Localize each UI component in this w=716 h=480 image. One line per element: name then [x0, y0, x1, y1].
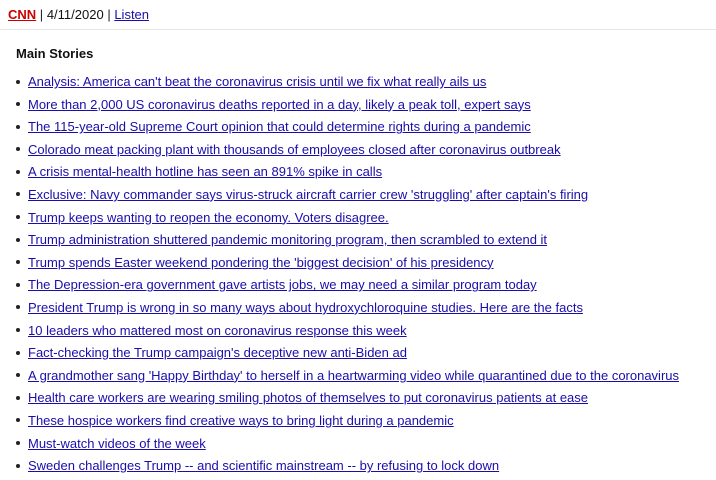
story-link[interactable]: Fact-checking the Trump campaign's deceptive new anti-Biden ad [28, 345, 407, 361]
story-link[interactable]: President Trump is wrong in so many ways about hydroxychloroquine studies. Here are the facts [28, 299, 583, 315]
bullet-icon [16, 80, 20, 84]
edition-date: 4/11/2020 [46, 7, 104, 22]
list-item [16, 231, 716, 254]
main-content [0, 30, 716, 480]
bullet-icon [16, 464, 20, 468]
list-item [16, 276, 716, 299]
story-link[interactable]: More than 2,000 US coronavirus deaths reported in a day, likely a peak toll, expert says [28, 96, 531, 112]
bullet-icon [16, 305, 20, 309]
cnn-home-link[interactable]: CNN [8, 7, 37, 22]
bullet-icon [16, 260, 20, 264]
bullet-icon [16, 373, 20, 377]
story-link[interactable]: Trump keeps wanting to reopen the economy. Voters disagree. [28, 209, 389, 225]
bullet-icon [16, 192, 20, 196]
separator: | [107, 7, 111, 22]
bullet-icon [16, 441, 20, 445]
list-item [16, 118, 716, 141]
bullet-icon [16, 351, 20, 355]
list-item [16, 344, 716, 367]
list-item [16, 435, 716, 458]
bullet-icon [16, 418, 20, 422]
top-bar [0, 0, 716, 30]
story-link[interactable]: Sweden challenges Trump -- and scientific mainstream -- by refusing to lock down [28, 458, 500, 474]
bullet-icon [16, 396, 20, 400]
bullet-icon [16, 170, 20, 174]
list-item [16, 367, 716, 390]
list-item [16, 457, 716, 480]
list-item [16, 186, 716, 209]
separator: | [39, 7, 44, 22]
story-link[interactable]: Trump spends Easter weekend pondering the 'biggest decision' of his presidency [28, 254, 494, 270]
story-link[interactable]: Trump administration shuttered pandemic monitoring program, then scrambled to extend it [28, 232, 548, 248]
story-link[interactable]: A crisis mental-health hotline has seen an 891% spike in calls [28, 164, 383, 180]
list-item [16, 322, 716, 345]
bullet-icon [16, 238, 20, 242]
story-link[interactable]: Colorado meat packing plant with thousands of employees closed after coronavirus outbreak [28, 141, 561, 157]
bullet-icon [16, 328, 20, 332]
story-link[interactable]: The 115-year-old Supreme Court opinion that could determine rights during a pandemic [28, 119, 531, 135]
list-item [16, 141, 716, 164]
list-item [16, 73, 716, 96]
story-link[interactable]: 10 leaders who mattered most on coronavirus response this week [28, 322, 407, 338]
story-link[interactable]: Exclusive: Navy commander says virus-struck aircraft carrier crew 'struggling' after captain's firing [28, 186, 589, 202]
bullet-icon [16, 147, 20, 151]
bullet-icon [16, 125, 20, 129]
list-item [16, 163, 716, 186]
story-link[interactable]: Must-watch videos of the week [28, 435, 206, 451]
story-link[interactable]: Analysis: America can't beat the coronavirus crisis until we fix what really ails us [28, 74, 487, 89]
story-list [16, 73, 716, 480]
bullet-icon [16, 102, 20, 106]
list-item [16, 412, 716, 435]
listen-link[interactable]: Listen [114, 7, 150, 22]
story-link[interactable]: The Depression-era government gave artists jobs, we may need a similar program today [28, 277, 537, 293]
list-item [16, 209, 716, 232]
list-item [16, 254, 716, 277]
section-title: Main Stories [16, 46, 94, 61]
list-item [16, 389, 716, 412]
story-link[interactable]: These hospice workers find creative ways to bring light during a pandemic [28, 412, 454, 428]
list-item [16, 299, 716, 322]
bullet-icon [16, 215, 20, 219]
story-link[interactable]: Health care workers are wearing smiling photos of themselves to put coronavirus patients at ease [28, 390, 589, 406]
list-item [16, 96, 716, 119]
story-link[interactable]: A grandmother sang 'Happy Birthday' to herself in a heartwarming video while quarantined due to the coronavirus [28, 367, 680, 383]
bullet-icon [16, 283, 20, 287]
